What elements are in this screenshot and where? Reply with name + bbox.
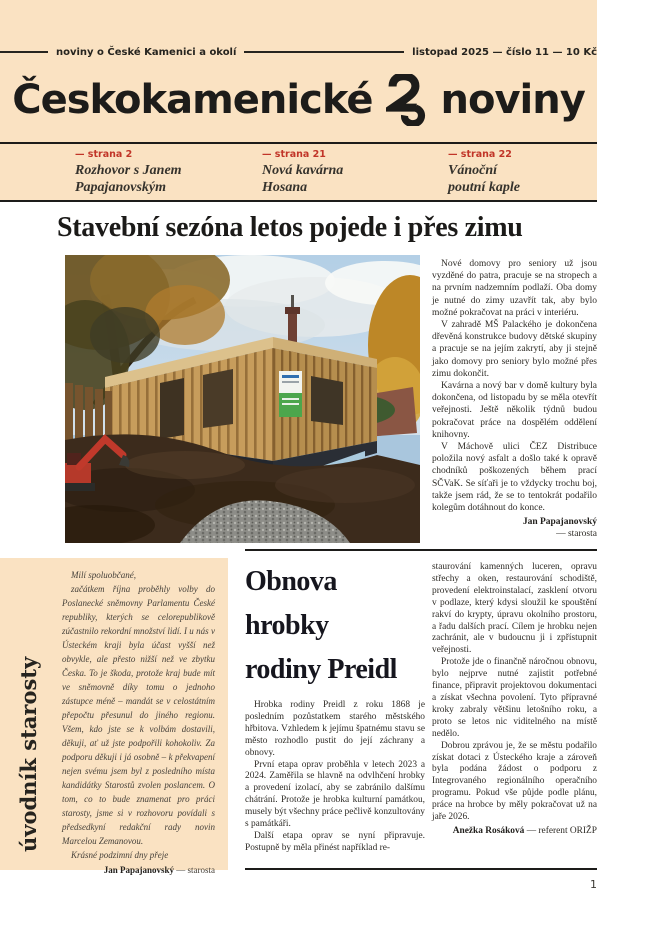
lead-signature-role: — starosta: [556, 529, 597, 540]
article-bottom-rule: [245, 868, 597, 870]
teaser-kavarna: [262, 149, 437, 196]
editorial-box: [0, 558, 228, 875]
editorial-signature-name: Jan Papajanovský: [103, 865, 174, 875]
teaser-rozhovor: [75, 149, 250, 196]
top-bar-rule-middle: [244, 51, 404, 53]
article-signature-name: Anežka Rosáková: [452, 825, 525, 836]
article-paragraph: Další etapa oprav se nyní připravuje. Postupně by měla přinést například re-: [245, 830, 425, 853]
editorial-signature-role: — starosta: [174, 865, 215, 875]
article-top-rule: [245, 549, 597, 551]
article-paragraph: Hrobka rodiny Preidl z roku 1868 je posledním pozůstatkem starého městského hřbitova. Vzhledem k jejímu špatnému stavu se město rozhodlo pustit do její záchrany a obnovy.: [245, 700, 425, 758]
masthead-word-right: noviny: [440, 77, 585, 123]
masthead: [0, 58, 597, 142]
article-paragraph: staurování kamenných luceren, opravu střechy a oken, restaurování schodiště, provedení elektroinstalací, zasklení otvoru v podlaze, který kdysi sloužil ke spouštění rakví do krypty, úpravu okolního prostoru, a řadu dalších prací. Cílem je hrobku nejen zachránit, ale v budoucnu ji i zpřístupnit veřejnosti.: [432, 562, 597, 656]
editorial-vertical-label: úvodník starosty: [16, 656, 41, 852]
article-signature-role: — referent ORIŽP: [524, 825, 597, 836]
article-column-2: [432, 562, 597, 858]
lead-paragraph: V Máchově ulici ČEZ Distribuce položila nový asfalt a došlo také k opravě chodníků poškozených během prací SČVaK. Se síťaři je to vždycky trochu boj, takže jsem rád, že se to tentokrát podařilo kolegům dotáhnout do konce.: [432, 442, 597, 514]
lead-paragraph: V zahradě MŠ Palackého je dokončena dřevěná konstrukce budovy dětské skupiny a pracuje se na jejím zakrytí, aby ji stejně jako domovy pro seniory bylo možné přes zimu dokončit.: [432, 320, 597, 379]
article-paragraph: Protože jde o finančně náročnou obnovu, bylo nejprve nutné zajistit potřebné finance, připravit projektovou dokumentaci a získat všechna povolení. Tyto přípravné kroky zabraly většinu letošního roku, a proto se letos nic viditelného na místě nedělo.: [432, 657, 597, 739]
page-number: 1: [590, 878, 597, 891]
masthead-divider: [0, 142, 597, 144]
teaser-title-line2: Hosana: [262, 180, 308, 195]
teaser-page-label: — strana 21: [262, 149, 326, 160]
top-bar-issue-info: listopad 2025 — číslo 11 — 10 Kč: [412, 46, 597, 58]
editorial-paragraph: začátkem října proběhly volby do Poslanecké sněmovny Parlamentu České republiky, kterých se celorepublikově zúčastnilo rekordní množství lidí. I u nás v Ústeckém kraji byla účast vyšší než obvykle, ale přesto nižší než ve zbytku Česka. To je škoda, protože kraj bude mít ve sněmovně díky tomu o jednoho zástupce méně – mandát se v celostátním přepočtu přesunul do jiného regionu. Všem, kdo jste se k volbám dostavili, děkuji, ať už jste podpořili kohokoliv. Za podporu děkuji i já osobně – k překvapení nejen svému jsem byl z posledního místa kandidátky Starostů zvolen poslancem. O tom, co to bude znamenat pro práci starosty, jsme si v rozhovoru povídali s předsedkyní redakční rady novin Marcelou Zemanovou.: [62, 584, 215, 846]
teaser-title-line1: Rozhovor s Janem: [75, 163, 182, 178]
lead-paragraph: Kavárna a nový bar v domě kultury byla dokončena, od listopadu by se měla otevřít veřejnosti. Ještě několik týdnů budou pokračovat práce na dospělém oddělení knihovny.: [432, 381, 597, 440]
teaser-title-line2: Papajanovským: [75, 180, 166, 195]
construction-photo: [65, 255, 420, 543]
lead-headline: Stavební sezóna letos pojede i přes zimu: [57, 212, 523, 243]
article-column-1: [245, 700, 425, 866]
article-paragraph: První etapa oprav proběhla v letech 2023 a 2024. Zaměřila se hlavně na odvlhčení hrobky a provedení izolací, aby se zabránilo dalšímu chátrání. Protože je hrobka kulturní památkou, musely být všechny práce pečlivě konzultovány s památkáři.: [245, 759, 425, 830]
teaser-page-label: — strana 2: [75, 149, 133, 160]
editorial-text: [62, 568, 215, 877]
lead-signature-name: Jan Papajanovský: [522, 517, 597, 528]
masthead-word-left: Českokamenické: [12, 77, 373, 123]
article-paragraph: Dobrou zprávou je, že se městu podařilo získat dotaci z Ústeckého kraje a zároveň byla podána žádost o podporu z Integrovaného regionálního operačního programu. Pokud vše půjde podle plánu, práce na hrobce by měly pokračovat už na jaře 2026.: [432, 740, 597, 823]
editorial-salutation: Milí spoluobčané,: [71, 570, 136, 580]
teaser-title-line1: Nová kavárna: [262, 163, 344, 178]
teaser-kaple: [448, 149, 623, 196]
top-bar-tagline: noviny o České Kamenici a okolí: [56, 46, 237, 58]
ck-monogram-logo-icon: [386, 74, 426, 126]
editorial-closing: Krásné podzimní dny přeje: [71, 850, 169, 860]
article-title: Obnova hrobky rodiny Preidl: [245, 566, 397, 685]
top-bar-rule-left: [0, 51, 48, 53]
top-bar: [0, 45, 597, 59]
teaser-page-label: — strana 22: [448, 149, 512, 160]
lead-article-column: [432, 258, 597, 548]
teaser-divider: [0, 200, 597, 202]
teaser-title-line2: poutní kaple: [448, 180, 520, 195]
lead-paragraph: Nové domovy pro seniory už jsou vyzděné do patra, pracuje se na stropech a na prvním nadzemním podlaží. Oba domy je nutné do zimy uzavřít tak, aby bylo možné pokračovat na práci v interiéru.: [432, 259, 597, 318]
teaser-title-line1: Vánoční: [448, 163, 498, 178]
